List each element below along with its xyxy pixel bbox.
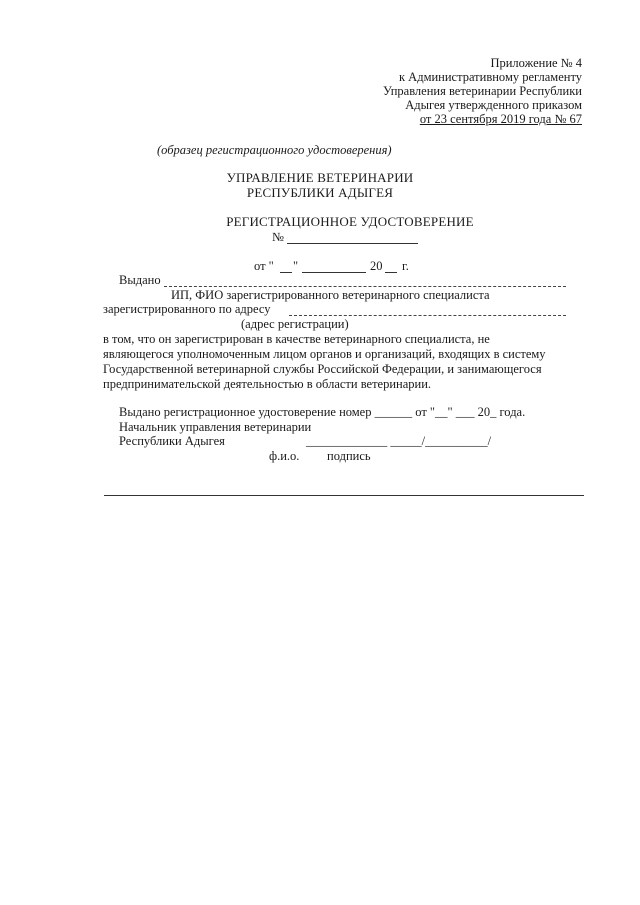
address-caption: (адрес регистрации) (241, 317, 349, 331)
date-year: 20 (370, 259, 383, 273)
bottom-separator (104, 495, 584, 496)
certificate-title: РЕГИСТРАЦИОННОЕ УДОСТОВЕРЕНИЕ (226, 214, 474, 229)
number-label: № (272, 230, 284, 244)
head-title-line-2: Республики Адыгея (119, 434, 225, 448)
date-quote: " (293, 259, 299, 273)
address-label: зарегистрированного по адресу (103, 302, 271, 316)
appendix-line-1: Приложение № 4 (490, 56, 582, 70)
authority-line-1: УПРАВЛЕНИЕ ВЕТЕРИНАРИИ (226, 170, 414, 185)
body-line-2: являющегося уполномоченным лицом органов и организаций, входящих в систему (103, 347, 546, 361)
issued-label: Выдано (119, 273, 161, 287)
date-prefix: от " (254, 259, 274, 273)
issued-name-blank (164, 286, 566, 287)
fio-caption: ф.и.о. (269, 449, 300, 463)
body-line-4: предпринимательской деятельностью в области ветеринарии. (103, 377, 432, 391)
number-blank (287, 243, 418, 244)
signature-blanks: _____________ _____/__________/ (306, 434, 492, 448)
sign-caption: подпись (327, 449, 371, 463)
date-suffix: г. (402, 259, 409, 273)
appendix-line-5: от 23 сентября 2019 года № 67 (419, 112, 582, 126)
head-title-line-1: Начальник управления ветеринарии (119, 420, 312, 434)
authority-line-2: РЕСПУБЛИКИ АДЫГЕЯ (246, 185, 394, 200)
date-day-blank (280, 272, 292, 273)
appendix-line-3: Управления ветеринарии Республики (382, 84, 582, 98)
body-line-3: Государственной ветеринарной службы Российской Федерации, и занимающегося (103, 362, 542, 376)
issued-certificate-line: Выдано регистрационное удостоверение номер ______ от "__" ___ 20_ года. (119, 405, 526, 419)
body-line-1: в том, что он зарегистрирован в качестве ветеринарного специалиста, не (103, 332, 490, 346)
appendix-line-2: к Административному регламенту (398, 70, 582, 84)
date-month-blank (302, 272, 366, 273)
appendix-line-4: Адыгея утвержденного приказом (405, 98, 582, 112)
address-blank (289, 315, 566, 316)
sample-note: (образец регистрационного удостоверения) (157, 143, 392, 157)
date-year-blank (385, 272, 397, 273)
issued-name-caption: ИП, ФИО зарегистрированного ветеринарного специалиста (171, 288, 490, 302)
certificate-body (103, 332, 573, 392)
